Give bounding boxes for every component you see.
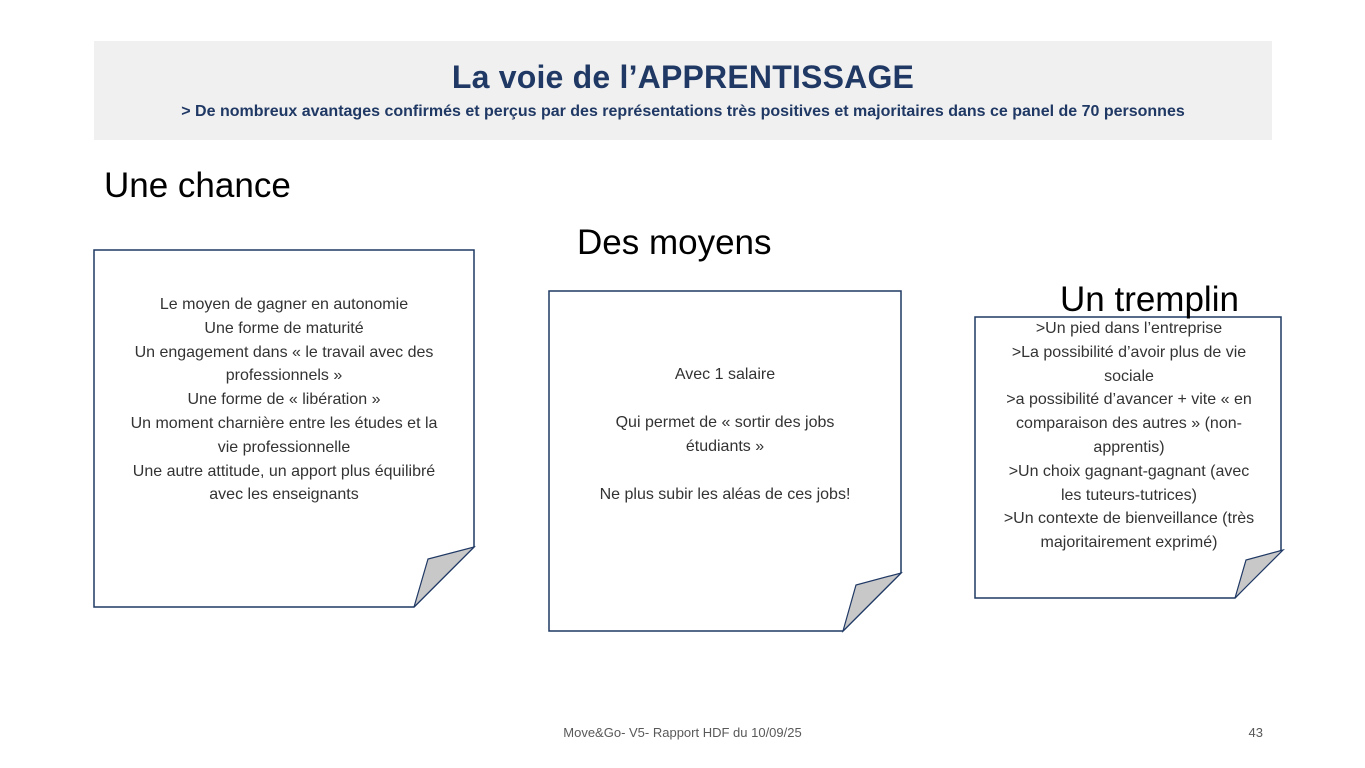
heading-des-moyens: Des moyens [577,223,772,262]
note-line: Le moyen de gagner en autonomie [159,296,409,313]
note-line: Une forme de maturité [204,319,364,337]
note-line: avec les enseignants [209,486,359,504]
note-une-chance [93,249,475,608]
heading-une-chance: Une chance [104,166,291,205]
note-line: >a possibilité d’avancer + vite « en [1006,391,1252,409]
note-line: Un moment charnière entre les études et la [130,414,438,432]
note-line [548,387,902,411]
note-line: Une autre attitude, un apport plus équilibré [132,462,436,480]
note-line: sociale [1104,367,1154,385]
note-line: Ne plus subir les aléas de ces jobs! [599,486,851,503]
page-subtitle: > De nombreux avantages confirmés et perçus par des représentations très positives et majoritaires dans ce panel de 70 personnes [181,103,1185,120]
note-line: Avec 1 salaire [674,366,776,383]
note-line: Un engagement dans « le travail avec des [134,343,434,361]
note-line: comparaison des autres » (non- [1016,415,1242,433]
page-title: La voie de l’APPRENTISSAGE [451,59,915,95]
footer-caption: Move&Go- V5- Rapport HDF du 10/09/25 [563,725,802,740]
note-line: vie professionnelle [217,438,351,456]
note-line: étudiants » [685,438,765,455]
note-line: >Un pied dans l’entreprise [1035,320,1223,337]
note-line: apprentis) [1093,438,1165,456]
note-line: >Un choix gagnant-gagnant (avec [1008,462,1250,480]
note-text-une-chance [93,293,475,507]
note-text-un-tremplin [974,317,1284,555]
page-number: 43 [1248,725,1263,740]
note-des-moyens [548,290,902,632]
note-line: Qui permet de « sortir des jobs [615,414,835,431]
note-line: professionnels » [225,367,343,385]
note-line [548,459,902,483]
heading-un-tremplin: Un tremplin [1060,280,1239,319]
note-line: >La possibilité d’avoir plus de vie [1011,343,1247,361]
header-band [94,41,1272,140]
note-line: Une forme de « libération » [187,391,381,409]
note-line: majoritairement exprimé) [1040,534,1218,552]
note-text-des-moyens [548,363,902,507]
note-line: >Un contexte de bienveillance (très [1003,510,1255,528]
note-un-tremplin [974,316,1284,599]
note-line: les tuteurs-tutrices) [1060,486,1198,504]
